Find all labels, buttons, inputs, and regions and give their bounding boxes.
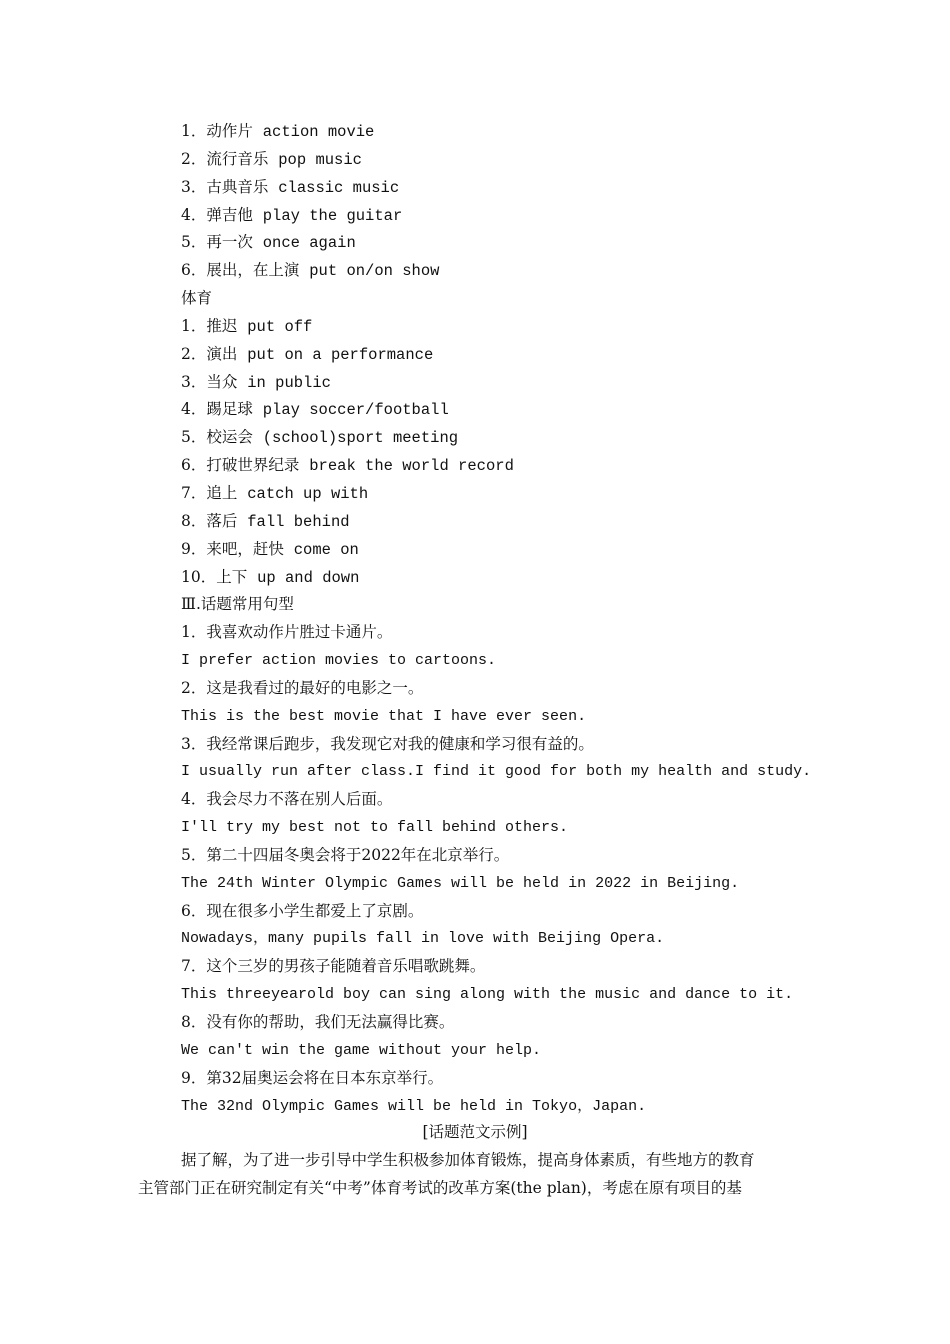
vocab-item <box>181 313 881 341</box>
vocab-english: action movie <box>262 123 375 141</box>
vocab-chinese: 9．来吧，赶快 <box>181 539 284 558</box>
vocab-item <box>181 146 881 174</box>
vocab-item <box>181 564 881 592</box>
vocab-item <box>181 369 881 397</box>
vocab-english: once again <box>262 234 356 253</box>
vocab-english: classic music <box>278 178 400 197</box>
vocab-english: (school)sport meeting <box>262 429 459 448</box>
vocab-english: in public <box>247 373 331 392</box>
sentence-chinese: 4．我会尽力不落在别人后面。 <box>181 790 393 809</box>
vocab-item <box>181 174 881 202</box>
sentence-english: I prefer action movies to cartoons. <box>181 652 497 670</box>
sentence-english: I usually run after class.I find it good for both my health and study. <box>181 763 812 781</box>
paragraph-line: 主管部门正在研究制定有关“中考”体育考试的改革方案(the plan)，考虑在原有项目的基 <box>138 1179 742 1197</box>
vocab-chinese: 5．校运会 <box>181 428 253 447</box>
vocab-english: catch up with <box>247 484 369 503</box>
section-heading-sentences <box>181 591 881 619</box>
vocab-chinese: 4．踢足球 <box>181 400 253 419</box>
vocab-english: fall behind <box>247 512 350 531</box>
section-heading-sports <box>181 285 881 313</box>
vocab-english: put on a performance <box>247 345 434 364</box>
sentence-chinese: 8．没有你的帮助，我们无法赢得比赛。 <box>181 1013 455 1031</box>
sentence-english: The 32nd Olympic Games will be held in Tokyo，Japan. <box>181 1097 647 1115</box>
vocab-english: put on/on show <box>309 262 440 281</box>
vocab-english: put off <box>247 317 313 336</box>
vocab-item <box>181 202 881 230</box>
vocab-item <box>181 536 881 564</box>
vocab-chinese: 1．推迟 <box>181 316 238 335</box>
vocab-chinese: 1．动作片 <box>181 122 253 140</box>
vocab-chinese: 3．当众 <box>181 372 238 391</box>
sentence-chinese: 7．这个三岁的男孩子能随着音乐唱歌跳舞。 <box>181 957 486 976</box>
vocab-english: break the world record <box>309 457 514 476</box>
vocab-english: play soccer/football <box>262 401 449 420</box>
vocab-chinese: 6．打破世界纪录 <box>181 456 300 475</box>
sentence-english: The 24th Winter Olympic Games will be held in 2022 in Beijing. <box>181 874 740 892</box>
vocab-item <box>181 229 881 257</box>
vocab-english: play the guitar <box>262 206 403 225</box>
section-title: 体育 <box>181 289 213 308</box>
vocab-chinese: 3．古典音乐 <box>181 177 269 196</box>
vocab-item <box>181 480 881 508</box>
sentence-chinese: 2．这是我看过的最好的电影之一。 <box>181 678 424 697</box>
vocab-item <box>181 424 881 452</box>
sentence-chinese: 9．第32届奥运会将在日本东京举行。 <box>181 1068 444 1087</box>
vocab-english: up and down <box>257 568 360 587</box>
sentence-chinese: 3．我经常课后跑步，我发现它对我的健康和学习很有益的。 <box>181 734 594 753</box>
vocab-item <box>181 341 881 369</box>
paragraph-line: 据了解，为了进一步引导中学生积极参加体育锻炼，提高身体素质，有些地方的教育 <box>181 1151 755 1169</box>
vocab-item <box>181 452 881 480</box>
sentence-english: We can't win the game without your help. <box>181 1041 542 1059</box>
section-title: Ⅲ.话题常用句型 <box>181 595 294 614</box>
vocab-chinese: 5．再一次 <box>181 233 253 252</box>
sentence-english: This threeyearold boy can sing along with the music and dance to it. <box>181 986 794 1004</box>
sentence-english: I'll try my best not to fall behind others. <box>181 819 569 837</box>
vocab-chinese: 4．弹吉他 <box>181 205 253 224</box>
vocab-chinese: 2．流行音乐 <box>181 149 269 168</box>
vocab-item <box>181 508 881 536</box>
sentence-chinese: 6．现在很多小学生都爱上了京剧。 <box>181 901 424 920</box>
sentence-english: This is the best movie that I have ever seen. <box>181 707 587 725</box>
sentence-chinese: 5．第二十四届冬奥会将于2022年在北京举行。 <box>181 845 510 864</box>
vocab-english: come on <box>293 540 359 559</box>
vocab-item <box>181 257 881 285</box>
vocab-item <box>181 118 881 146</box>
example-heading: [话题范文示例] <box>422 1123 528 1141</box>
vocab-chinese: 6．展出，在上演 <box>181 261 300 280</box>
vocab-item <box>181 396 881 424</box>
sentence-english: Nowadays，many pupils fall in love with Beijing Opera. <box>181 930 665 948</box>
content-lines <box>181 118 881 1120</box>
vocab-chinese: 8．落后 <box>181 511 238 530</box>
vocab-english: pop music <box>278 150 362 169</box>
vocab-chinese: 2．演出 <box>181 344 238 363</box>
vocab-chinese: 7．追上 <box>181 483 238 502</box>
sentence-chinese: 1．我喜欢动作片胜过卡通片。 <box>181 623 393 642</box>
vocab-chinese: 10．上下 <box>181 567 248 586</box>
example-paragraph <box>138 1146 814 1202</box>
